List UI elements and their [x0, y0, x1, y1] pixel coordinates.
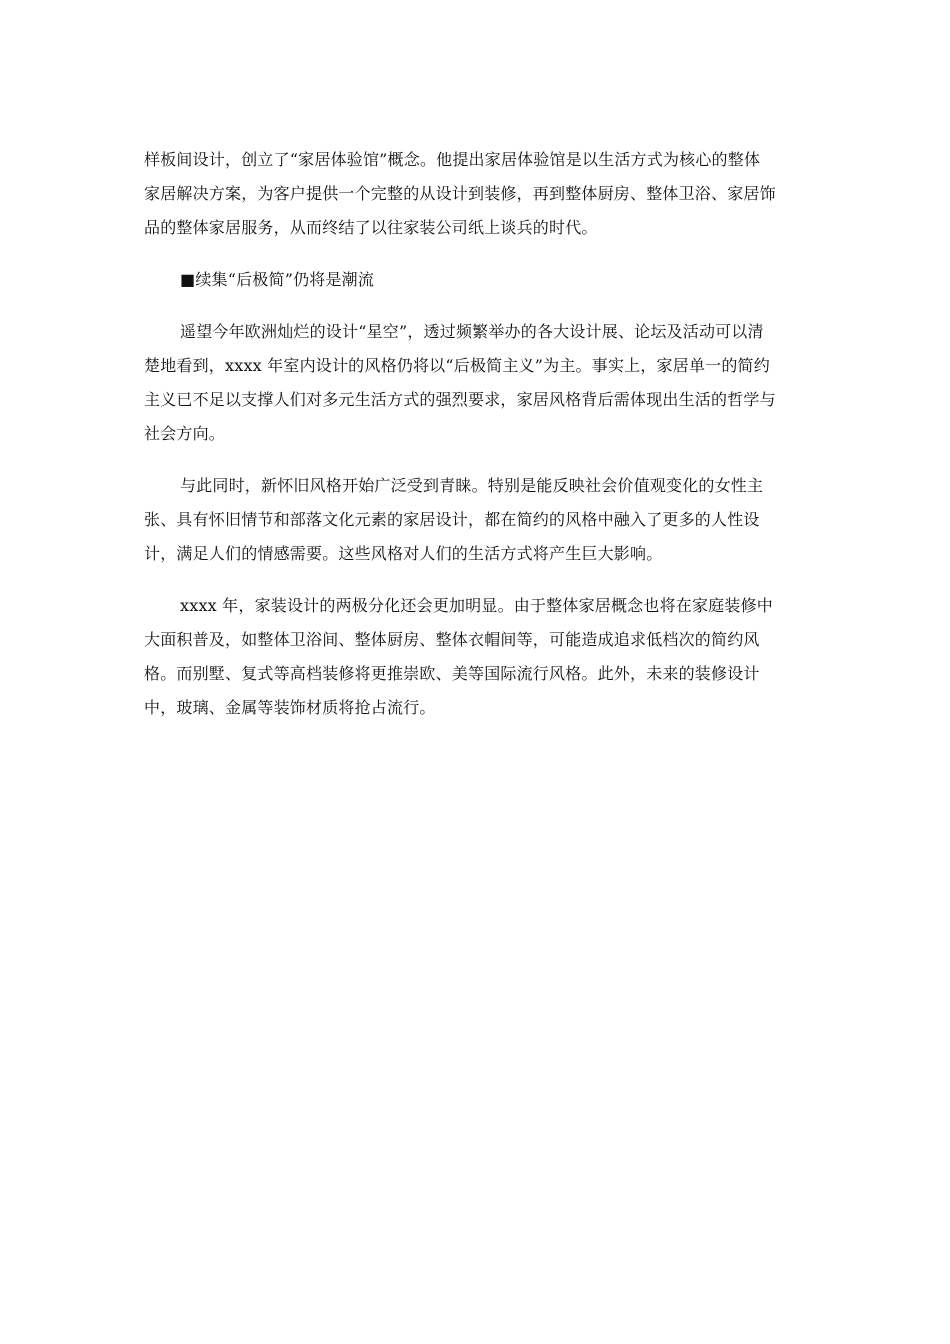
paragraph-nostalgia [144, 469, 804, 571]
paragraph-line: 大面积普及，如整体卫浴间、整体厨房、整体衣帽间等，可能造成追求低档次的简约风 [144, 630, 760, 649]
paragraph-line: 社会方向。 [144, 424, 226, 443]
paragraph-line: 中，玻璃、金属等装饰材质将抢占流行。 [144, 698, 436, 717]
paragraph-line: 与此同时，新怀旧风格开始广泛受到青睐。特别是能反映社会价值观变化的女性主 [180, 476, 764, 495]
paragraph-line: xxxx 年，家装设计的两极分化还会更加明显。由于整体家居概念也将在家庭装修中 [180, 596, 773, 615]
paragraph-line: 家居解决方案，为客户提供一个完整的从设计到装修，再到整体厨房、整体卫浴、家居饰 [144, 184, 776, 203]
paragraph-continuation [144, 143, 804, 245]
document-body [144, 143, 804, 725]
paragraph-gap [144, 297, 804, 315]
paragraph-line: 楚地看到，xxxx 年室内设计的风格仍将以“后极简主义”为主。事实上，家居单一的简约 [144, 356, 770, 375]
paragraph-gap [144, 571, 804, 589]
paragraph-polarization [144, 589, 804, 725]
paragraph-line: 主义已不足以支撑人们对多元生活方式的强烈要求，家居风格背后需体现出生活的哲学与 [144, 390, 776, 409]
paragraph-line: 样板间设计，创立了“家居体验馆”概念。他提出家居体验馆是以生活方式为核心的整体 [144, 150, 761, 169]
section-heading-text: ■续集“后极简”仍将是潮流 [180, 270, 375, 289]
paragraph-post-minimalism [144, 315, 804, 451]
paragraph-line: 张、具有怀旧情节和部落文化元素的家居设计，都在简约的风格中融入了更多的人性设 [144, 510, 760, 529]
section-heading [144, 263, 804, 297]
paragraph-gap [144, 451, 804, 469]
paragraph-line: 遥望今年欧洲灿烂的设计“星空”，透过频繁举办的各大设计展、论坛及活动可以清 [180, 322, 764, 341]
paragraph-line: 格。而别墅、复式等高档装修将更推崇欧、美等国际流行风格。此外，未来的装修设计 [144, 664, 760, 683]
paragraph-gap [144, 245, 804, 263]
paragraph-line: 品的整体家居服务，从而终结了以往家装公司纸上谈兵的时代。 [144, 218, 598, 237]
paragraph-line: 计，满足人们的情感需要。这些风格对人们的生活方式将产生巨大影响。 [144, 544, 663, 563]
